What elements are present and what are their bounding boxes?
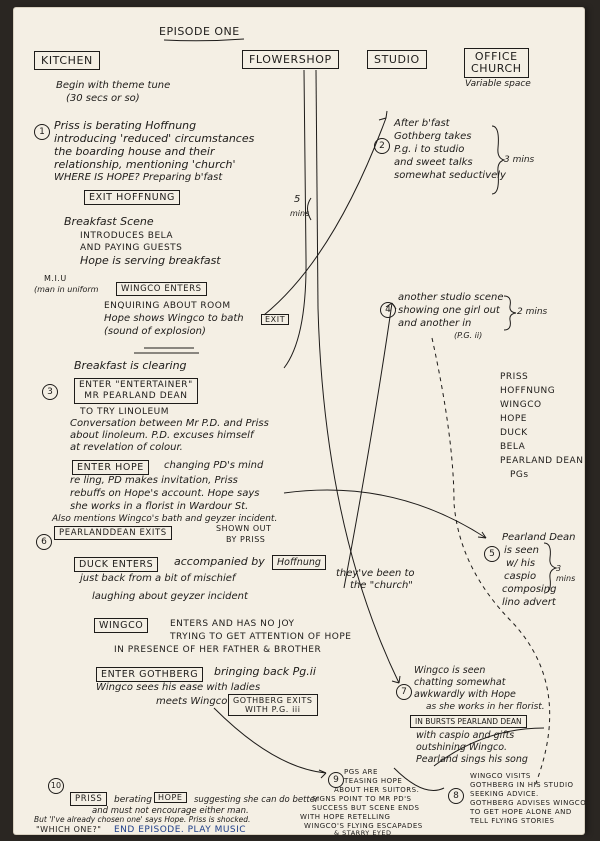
scene-5-duration: 3 mins: [556, 564, 576, 583]
scene-5-line: composing: [502, 584, 557, 595]
hope-box: HOPE: [154, 792, 187, 803]
scene-9-line: SUCCESS BUT SCENE ENDS: [312, 804, 420, 812]
priss-box: PRISS: [70, 792, 107, 806]
shown-out: SHOWN OUT: [216, 524, 272, 533]
cast-member: PGs: [510, 470, 529, 480]
duck-line: laughing about geyzer incident: [92, 591, 248, 602]
scene-9-line: TEASING HOPE: [344, 777, 403, 785]
scene-2-line: After b'fast: [394, 118, 450, 129]
final-line: and must not encourage either man.: [92, 806, 249, 816]
scene-9-line: & STARRY EYED: [334, 829, 392, 837]
enter-gothberg-box: ENTER GOTHBERG: [96, 667, 203, 682]
scene-1-line: Priss is berating Hoffnung: [54, 119, 197, 132]
linoleum-line: about linoleum. P.D. excuses himself: [70, 430, 254, 441]
cast-member: PEARLAND DEAN: [500, 456, 584, 466]
office-note: Variable space: [465, 79, 531, 89]
episode-title: EPISODE ONE: [159, 25, 240, 38]
hope-line: she works in a florist in Wardour St.: [70, 501, 249, 512]
scene-1-line: the boarding house and their: [54, 145, 215, 158]
scene-8-line: GOTHBERG ADVISES WINGCO: [470, 799, 587, 807]
scene-number-1: 1: [34, 124, 50, 140]
scene-7-line: Wingco is seen: [414, 665, 486, 676]
gothberg-exits: GOTHBERG EXITS: [233, 696, 313, 705]
scene-number-10: 10: [48, 778, 64, 794]
mr-pearland-dean: MR PEARLAND DEAN: [84, 391, 188, 401]
flowershop-mins-num: 5: [294, 194, 301, 205]
linoleum-line: Conversation between Mr P.D. and Priss: [70, 418, 269, 429]
gothberg-line: meets Wingco: [156, 696, 228, 707]
scene-5-line: w/ his: [506, 558, 536, 569]
hoffnung-box: Hoffnung: [272, 555, 326, 570]
scene-4-line: and another in: [398, 318, 472, 329]
scene-8-line: GOTHBERG IN HIS STUDIO: [470, 781, 574, 789]
linoleum-line: at revelation of colour.: [70, 442, 183, 453]
theme-line-1: Begin with theme tune: [56, 80, 171, 91]
end-episode: END EPISODE. PLAY MUSIC: [114, 825, 247, 835]
column-header-office-church: [464, 48, 529, 78]
duck-enters-box: DUCK ENTERS: [74, 557, 158, 572]
church-label: CHURCH: [471, 62, 522, 75]
scene-number-9: 9: [328, 772, 344, 788]
final-line: But 'I've already chosen one' says Hope. Priss is shocked.: [34, 815, 251, 824]
scene-4-duration: 2 mins: [517, 307, 548, 317]
scene-8-line: TELL FLYING STORIES: [470, 817, 555, 825]
scene-9-line: WINGCO'S FLYING ESCAPADES: [304, 822, 423, 830]
scene-2-line: Gothberg takes: [394, 131, 472, 142]
scene-4-line: (P.G. ii): [454, 331, 483, 340]
miu-line: M.I.U: [44, 274, 67, 283]
scene-7-after: outshining Wingco.: [416, 742, 508, 753]
cast-member: PRISS: [500, 372, 529, 382]
final-line: "WHICH ONE?": [36, 825, 102, 834]
cast-member: WINGCO: [500, 400, 542, 410]
flowershop-mins-label: mins: [290, 209, 310, 218]
hope-line: re ling, PD makes invitation, Priss: [70, 475, 238, 486]
scene-7-after: with caspio and gifts: [416, 730, 515, 741]
wingco-line: ENTERS AND HAS NO JOY: [170, 619, 295, 629]
hope-line: changing PD's mind: [164, 460, 264, 471]
wingco-box: WINGCO: [94, 618, 148, 633]
scene-4-line: another studio scene: [398, 292, 504, 303]
scene-2-line: P.g. i to studio: [394, 144, 465, 155]
scene-9-line: PGS ARE: [344, 768, 378, 776]
exit-hoffnung-box: EXIT HOFFNUNG: [84, 190, 180, 205]
scene-5-line: caspio: [504, 571, 537, 582]
scene-5-line: Pearland Dean: [502, 532, 576, 543]
scene-number-5: 5: [484, 546, 500, 562]
scene-number-4: 4: [380, 302, 396, 318]
exit-box: EXIT: [261, 314, 289, 325]
scene-5-line: is seen: [504, 545, 540, 556]
theme-line-2: (30 secs or so): [66, 93, 140, 104]
by-priss: BY PRISS: [226, 535, 266, 544]
scene-2-line: somewhat seductively: [394, 170, 506, 181]
church-note: the "church": [350, 580, 413, 591]
cast-member: HOFFNUNG: [500, 386, 556, 396]
scene-9-line: WITH HOPE RETELLING: [300, 813, 391, 821]
hope-line: Also mentions Wingco's bath and geyzer incident.: [52, 514, 278, 524]
miu-line: (man in uniform: [34, 285, 99, 294]
enter-entertainer: ENTER "ENTERTAINER": [79, 380, 193, 390]
hope-line: rebuffs on Hope's account. Hope says: [70, 488, 260, 499]
scene-8-line: SEEKING ADVICE.: [470, 790, 539, 798]
berating: berating: [114, 795, 152, 805]
scene-2-line: and sweet talks: [394, 157, 473, 168]
scene-8-line: WINGCO VISITS: [470, 772, 531, 780]
wingco-enters-box: WINGCO ENTERS: [116, 282, 207, 296]
scene-7-line: as she works in her florist.: [426, 702, 545, 712]
enter-entertainer-box: [74, 378, 198, 404]
breakfast-line: AND PAYING GUESTS: [80, 243, 183, 253]
scene-1-line: relationship, mentioning 'church': [54, 158, 236, 171]
wingco-line: TRYING TO GET ATTENTION OF HOPE: [170, 632, 352, 642]
office-label: OFFICE: [474, 50, 518, 63]
pearland-dean-exits-box: PEARLANDDEAN EXITS: [54, 526, 172, 540]
gothberg-exits-box: [228, 694, 318, 716]
scene-7-line: awkwardly with Hope: [414, 689, 516, 700]
linoleum-line: TO TRY LINOLEUM: [80, 407, 170, 417]
scene-number-7: 7: [396, 684, 412, 700]
wingco-line: IN PRESENCE OF HER FATHER & BROTHER: [114, 645, 322, 655]
notebook-page: [14, 8, 587, 837]
gothberg-line: bringing back Pg.ii: [214, 665, 316, 678]
scene-number-8: 8: [448, 788, 464, 804]
scene-4-line: showing one girl out: [398, 305, 500, 316]
scene-number-6: 6: [36, 534, 52, 550]
breakfast-line: Breakfast Scene: [64, 215, 154, 228]
enquiring-line: Hope shows Wingco to bath: [104, 313, 244, 324]
breakfast-line: Hope is serving breakfast: [80, 254, 221, 267]
scene-1-line: introducing 'reduced' circumstances: [54, 132, 255, 145]
gothberg-line: Wingco sees his ease with ladies: [96, 682, 261, 693]
cast-member: DUCK: [500, 428, 528, 438]
church-note: they've been to: [336, 568, 415, 579]
column-header-flowershop: FLOWERSHOP: [242, 50, 339, 69]
cast-member: HOPE: [500, 414, 527, 424]
cast-member: BELA: [500, 442, 526, 452]
scene-1-line: WHERE IS HOPE? Preparing b'fast: [54, 172, 223, 183]
column-header-kitchen: KITCHEN: [34, 51, 100, 70]
enter-hope-box: ENTER HOPE: [72, 460, 149, 475]
in-bursts-box: IN BURSTS PEARLAND DEAN: [410, 715, 527, 728]
scene-9-line: ABOUT HER SUITORS.: [334, 786, 420, 794]
scene-8-line: TO GET HOPE ALONE AND: [470, 808, 572, 816]
enquiring-line: ENQUIRING ABOUT ROOM: [104, 301, 231, 311]
scene-number-2: 2: [374, 138, 390, 154]
scene-7-line: chatting somewhat: [414, 677, 506, 688]
final-line: suggesting she can do better: [194, 795, 319, 805]
gothberg-exits-pg: WITH P.G. iii: [244, 705, 301, 714]
scene-9-line: SIGNS POINT TO MR PD'S: [312, 795, 412, 803]
breakfast-clearing: Breakfast is clearing: [74, 359, 187, 372]
scene-number-3: 3: [42, 384, 58, 400]
duck-line: just back from a bit of mischief: [80, 573, 236, 584]
scene-7-after: Pearland sings his song: [416, 754, 528, 765]
scene-5-line: lino advert: [502, 597, 556, 608]
accompanied-by: accompanied by: [174, 555, 265, 568]
column-header-studio: STUDIO: [367, 50, 427, 69]
scene-2-duration: 3 mins: [504, 155, 535, 165]
breakfast-line: INTRODUCES BELA: [80, 231, 174, 241]
enquiring-line: (sound of explosion): [104, 326, 206, 337]
